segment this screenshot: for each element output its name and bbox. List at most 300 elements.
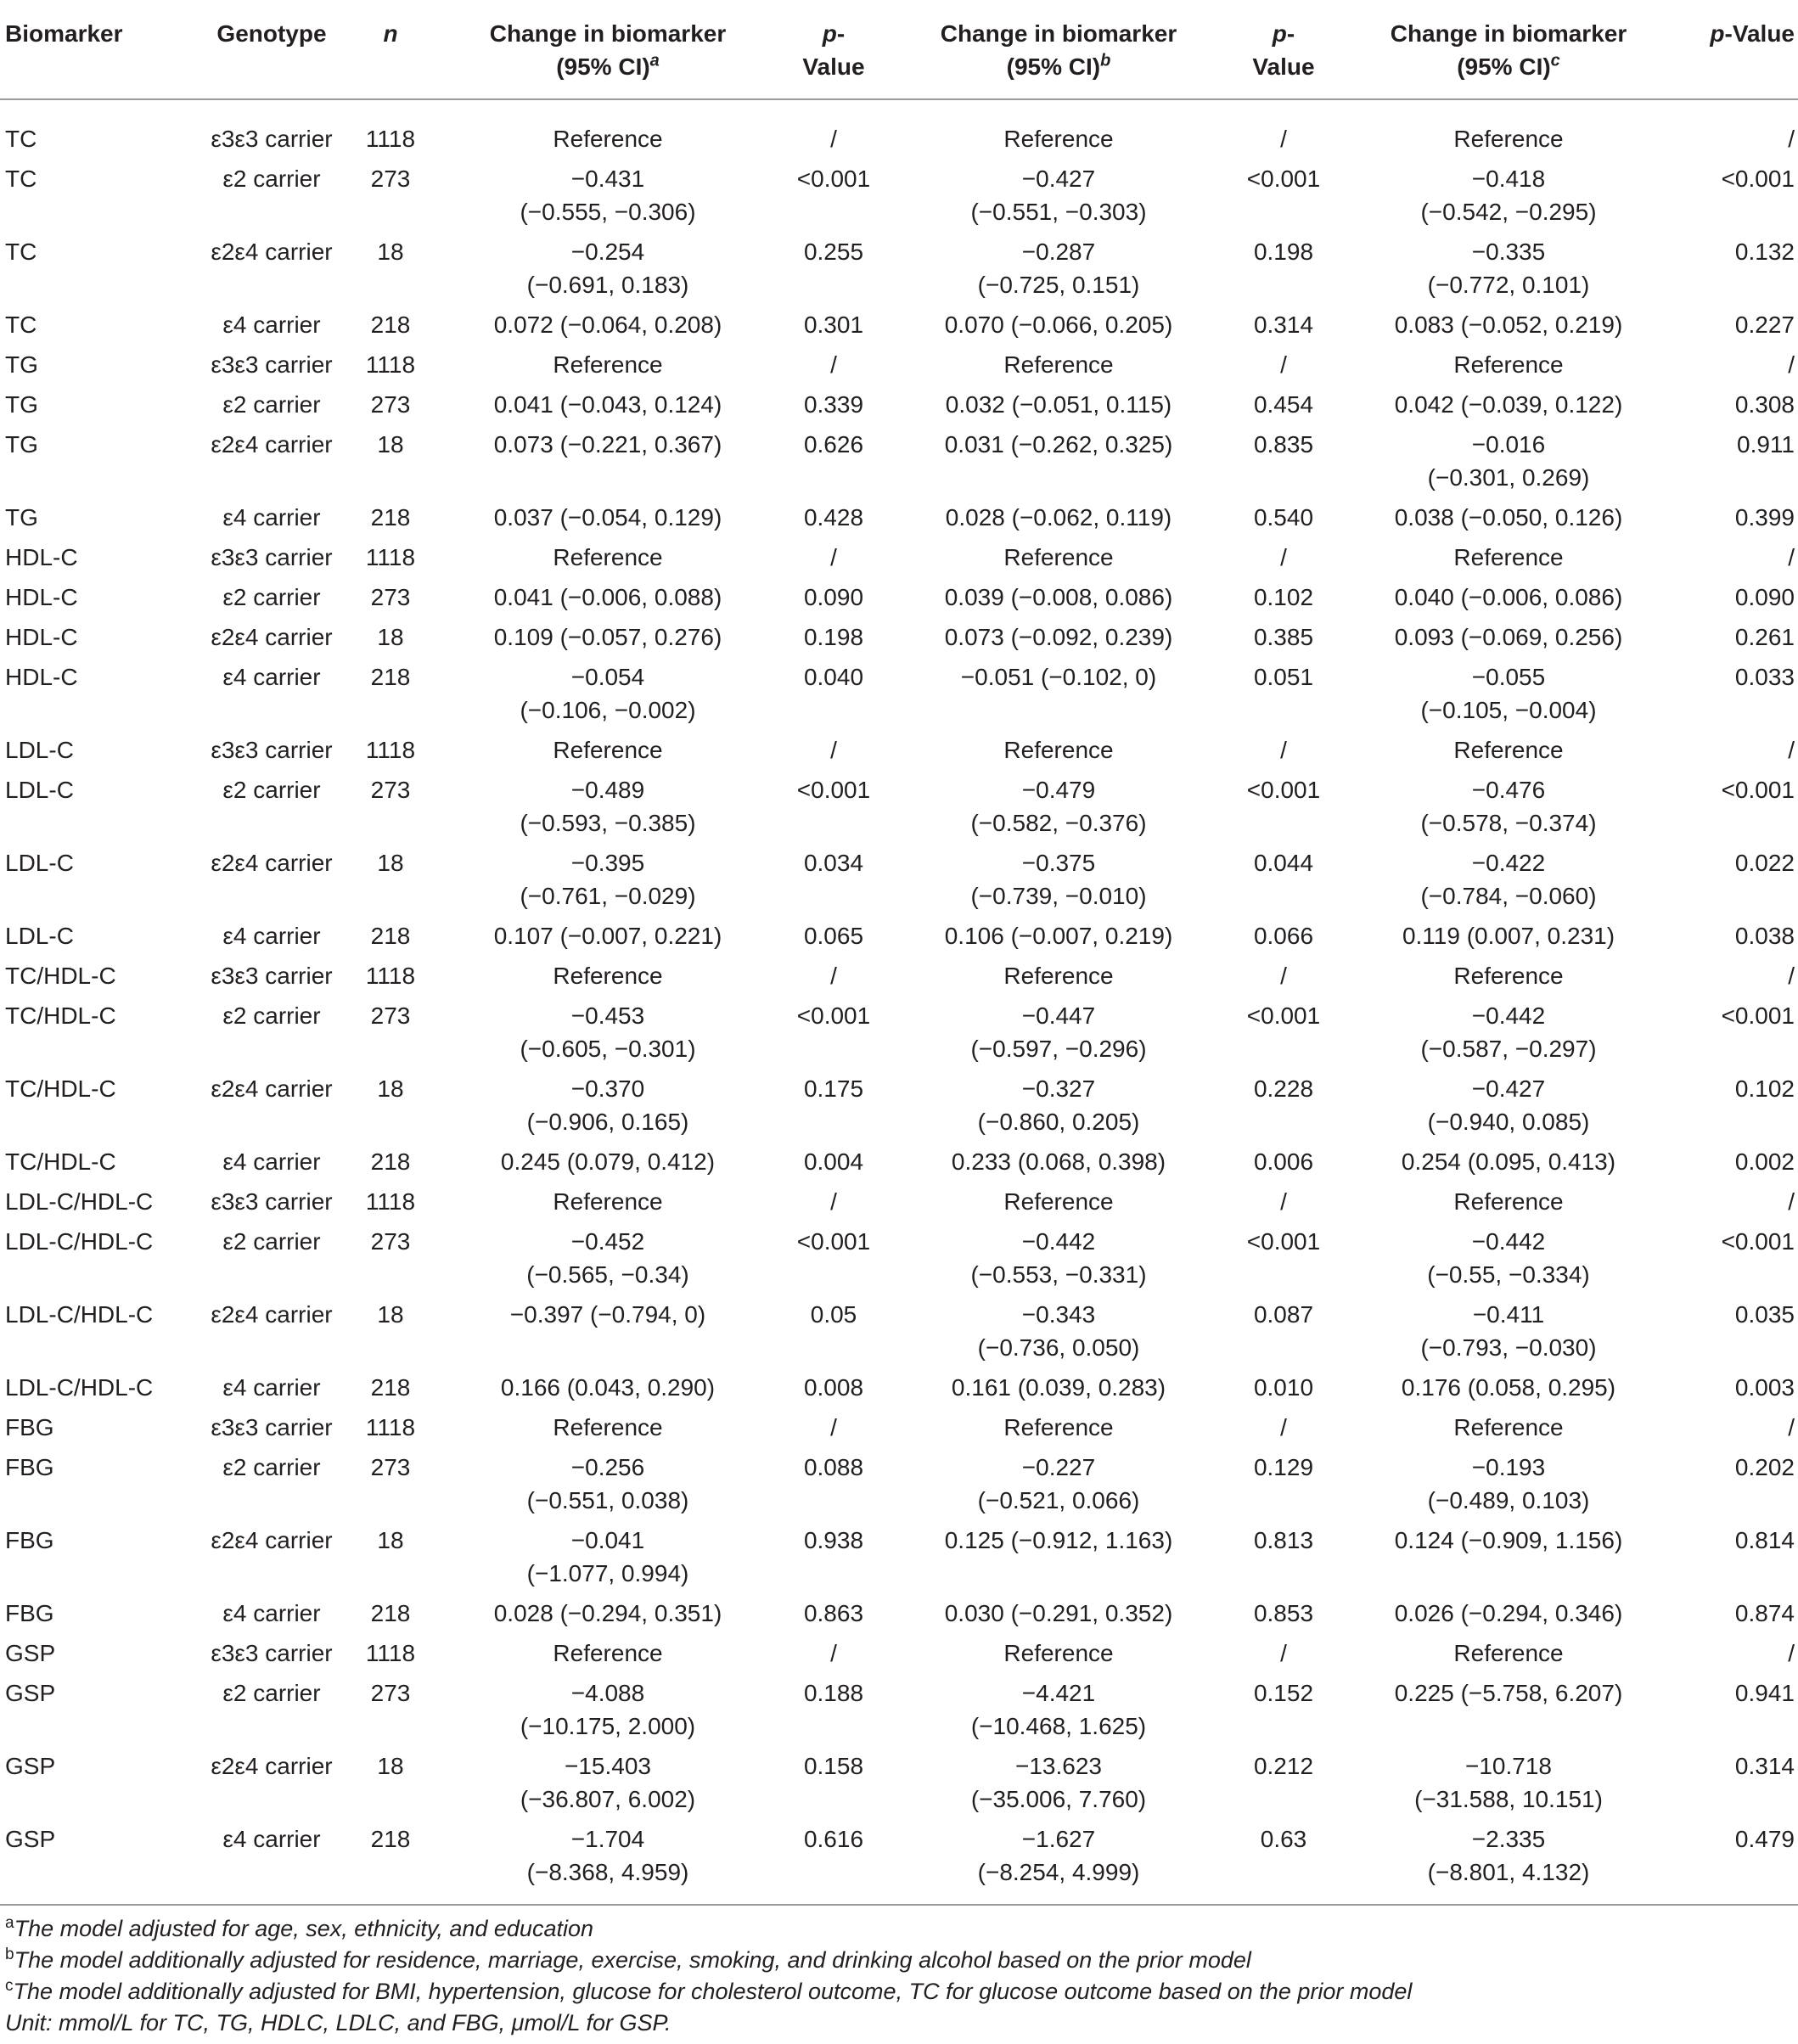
cell-pvalue-c: 0.003 bbox=[1734, 1374, 1795, 1401]
cell-pvalue-c: 0.132 bbox=[1734, 239, 1795, 265]
cell-change-b bbox=[876, 537, 1241, 577]
cell-pvalue-a: 0.05 bbox=[810, 1301, 857, 1328]
cell-genotype: ε2 carrier bbox=[222, 1454, 321, 1480]
cell-biomarker: GSP bbox=[5, 1753, 56, 1779]
cell-change-c bbox=[1326, 497, 1691, 537]
cell-genotype: ε2ε4 carrier bbox=[211, 431, 333, 458]
table-row bbox=[0, 916, 1798, 956]
cell-pvalue-c: 0.090 bbox=[1734, 584, 1795, 610]
cell-change-c bbox=[1326, 1407, 1691, 1447]
cell-change-a bbox=[424, 232, 791, 305]
cell-change-c bbox=[1326, 159, 1691, 232]
ci-line: (−10.468, 1.625) bbox=[970, 1713, 1147, 1739]
cell-change-b bbox=[876, 916, 1241, 956]
cell-biomarker: LDL-C/HDL-C bbox=[5, 1228, 154, 1255]
cell-genotype: ε2ε4 carrier bbox=[211, 239, 333, 265]
cell-pvalue-a: <0.001 bbox=[796, 777, 871, 803]
cell-pvalue-a: 0.301 bbox=[803, 312, 864, 338]
cell-pvalue-c: <0.001 bbox=[1721, 1002, 1795, 1029]
cell-pvalue-a: / bbox=[830, 1640, 837, 1666]
cell-pvalue-c: 0.022 bbox=[1734, 850, 1795, 876]
header-change-a-ci: (95% CI) bbox=[556, 53, 650, 80]
estimate-line: −0.055 bbox=[1471, 664, 1546, 690]
table-row bbox=[0, 577, 1798, 617]
cell-change-c bbox=[1326, 577, 1691, 617]
cell-biomarker: LDL-C bbox=[5, 777, 74, 803]
cell-pvalue-a: 0.090 bbox=[803, 584, 864, 610]
cell-pvalue-c: 0.227 bbox=[1734, 312, 1795, 338]
cell-change-b bbox=[876, 770, 1241, 843]
cell-pvalue-b: 0.152 bbox=[1253, 1680, 1314, 1706]
header-pvalue-c: p-Value bbox=[1691, 0, 1798, 99]
cell-genotype: ε2 carrier bbox=[222, 584, 321, 610]
table-row bbox=[0, 1673, 1798, 1746]
ci-line: (−0.739, −0.010) bbox=[970, 883, 1147, 909]
cell-change-c bbox=[1326, 1182, 1691, 1221]
cell-pvalue-a: 0.626 bbox=[803, 431, 864, 458]
estimate-line: Reference bbox=[553, 737, 663, 763]
table-row bbox=[0, 657, 1798, 730]
cell-pvalue-c: / bbox=[1788, 1640, 1795, 1666]
table-row bbox=[0, 1367, 1798, 1407]
estimate-line: −10.718 bbox=[1465, 1753, 1552, 1779]
table-row bbox=[0, 1221, 1798, 1294]
cell-genotype: ε2ε4 carrier bbox=[211, 850, 333, 876]
ci-line: (−0.542, −0.295) bbox=[1420, 199, 1597, 225]
cell-pvalue-a: 0.339 bbox=[803, 391, 864, 418]
cell-change-a bbox=[424, 345, 791, 385]
table-row bbox=[0, 617, 1798, 657]
ci-line: (−0.565, −0.34) bbox=[526, 1261, 689, 1288]
cell-biomarker: FBG bbox=[5, 1414, 54, 1440]
ci-line: (−0.582, −0.376) bbox=[970, 810, 1147, 836]
estimate-line: 0.161 (0.039, 0.283) bbox=[951, 1374, 1166, 1401]
cell-pvalue-c: / bbox=[1788, 1188, 1795, 1215]
estimate-line: 0.026 (−0.294, 0.346) bbox=[1394, 1600, 1623, 1626]
ci-line: (−0.55, −0.334) bbox=[1427, 1261, 1590, 1288]
ci-line: (−8.368, 4.959) bbox=[526, 1859, 689, 1885]
ci-line: (−0.587, −0.297) bbox=[1420, 1036, 1597, 1062]
footnote-ref-a: a bbox=[649, 51, 660, 70]
estimate-line: 0.093 (−0.069, 0.256) bbox=[1394, 624, 1623, 650]
ci-line: (−0.551, 0.038) bbox=[526, 1487, 689, 1513]
cell-change-b bbox=[876, 1069, 1241, 1142]
cell-change-a bbox=[424, 1520, 791, 1593]
cell-pvalue-a: 0.255 bbox=[803, 239, 864, 265]
ci-line: (−0.555, −0.306) bbox=[520, 199, 696, 225]
cell-change-a bbox=[424, 424, 791, 497]
cell-change-b bbox=[876, 1182, 1241, 1221]
cell-pvalue-a: / bbox=[830, 1188, 837, 1215]
cell-genotype: ε4 carrier bbox=[222, 1374, 321, 1401]
estimate-line: −4.088 bbox=[570, 1680, 645, 1706]
cell-n: 1118 bbox=[365, 1414, 416, 1440]
cell-biomarker: FBG bbox=[5, 1454, 54, 1480]
estimate-line: −0.397 (−0.794, 0) bbox=[509, 1301, 706, 1328]
ci-line: (−35.006, 7.760) bbox=[970, 1786, 1147, 1812]
estimate-line: −0.418 bbox=[1471, 166, 1546, 192]
header-change-b-ci: (95% CI) bbox=[1006, 53, 1101, 80]
estimate-line: 0.166 (0.043, 0.290) bbox=[500, 1374, 716, 1401]
footnote-ref-b: b bbox=[1100, 51, 1111, 70]
cell-change-c bbox=[1326, 1633, 1691, 1673]
cell-change-b bbox=[876, 99, 1241, 159]
header-row bbox=[0, 0, 1798, 99]
cell-pvalue-a: 0.938 bbox=[803, 1527, 864, 1553]
cell-biomarker: TC bbox=[5, 166, 37, 192]
cell-genotype: ε3ε3 carrier bbox=[211, 544, 333, 570]
cell-biomarker: TG bbox=[5, 351, 38, 378]
ci-line: (−0.906, 0.165) bbox=[526, 1109, 689, 1135]
cell-pvalue-a: / bbox=[830, 126, 837, 152]
cell-biomarker: GSP bbox=[5, 1680, 56, 1706]
footnote-b: $^b$The model additionally adjusted for residence, marriage, exercise, smoking, and drinking alcohol based on the prior model bbox=[5, 1946, 1251, 1973]
estimate-line: −0.254 bbox=[570, 239, 645, 265]
cell-change-c bbox=[1326, 345, 1691, 385]
cell-pvalue-a: 0.175 bbox=[803, 1075, 864, 1102]
estimate-line: 0.119 (0.007, 0.231) bbox=[1402, 923, 1615, 949]
estimate-line: 0.070 (−0.066, 0.205) bbox=[944, 312, 1173, 338]
cell-change-c bbox=[1326, 99, 1691, 159]
header-change-model-b bbox=[876, 0, 1241, 99]
cell-change-c bbox=[1326, 730, 1691, 770]
cell-n: 1118 bbox=[365, 351, 416, 378]
cell-genotype: ε2 carrier bbox=[222, 777, 321, 803]
cell-genotype: ε2 carrier bbox=[222, 1228, 321, 1255]
cell-pvalue-b: <0.001 bbox=[1246, 777, 1321, 803]
cell-pvalue-b: 0.540 bbox=[1253, 504, 1314, 531]
estimate-line: 0.106 (−0.007, 0.219) bbox=[944, 923, 1173, 949]
cell-change-a bbox=[424, 730, 791, 770]
cell-genotype: ε3ε3 carrier bbox=[211, 737, 333, 763]
cell-genotype: ε4 carrier bbox=[222, 1600, 321, 1626]
cell-change-b bbox=[876, 305, 1241, 345]
cell-n: 218 bbox=[370, 312, 411, 338]
cell-change-c bbox=[1326, 537, 1691, 577]
estimate-line: 0.233 (0.068, 0.398) bbox=[951, 1148, 1166, 1175]
cell-change-c bbox=[1326, 305, 1691, 345]
cell-n: 18 bbox=[377, 1527, 404, 1553]
estimate-line: Reference bbox=[1453, 963, 1564, 989]
cell-change-a bbox=[424, 1447, 791, 1520]
cell-pvalue-b: 0.129 bbox=[1253, 1454, 1314, 1480]
cell-genotype: ε2 carrier bbox=[222, 391, 321, 418]
cell-pvalue-b: 0.385 bbox=[1253, 624, 1314, 650]
cell-biomarker: TC/HDL-C bbox=[5, 963, 116, 989]
estimate-line: −0.453 bbox=[570, 1002, 645, 1029]
cell-change-a bbox=[424, 537, 791, 577]
cell-genotype: ε2ε4 carrier bbox=[211, 1301, 333, 1328]
cell-pvalue-c: 0.314 bbox=[1734, 1753, 1795, 1779]
estimate-line: 0.073 (−0.221, 0.367) bbox=[493, 431, 722, 458]
header-n: n bbox=[357, 0, 424, 99]
estimate-line: 0.083 (−0.052, 0.219) bbox=[1394, 312, 1623, 338]
cell-pvalue-b: <0.001 bbox=[1246, 1228, 1321, 1255]
cell-pvalue-a: 0.616 bbox=[791, 1819, 876, 1905]
cell-n: 18 bbox=[377, 1753, 404, 1779]
estimate-line: −0.431 bbox=[570, 166, 645, 192]
cell-pvalue-b: / bbox=[1280, 1414, 1287, 1440]
cell-change-b bbox=[876, 1447, 1241, 1520]
estimate-line: −0.427 bbox=[1021, 166, 1096, 192]
cell-biomarker: LDL-C/HDL-C bbox=[5, 1188, 154, 1215]
estimate-line: 0.032 (−0.051, 0.115) bbox=[945, 391, 1172, 418]
cell-n: 18 bbox=[377, 1075, 404, 1102]
ci-line: (−0.860, 0.205) bbox=[977, 1109, 1140, 1135]
header-change-a-label: Change in biomarker bbox=[489, 20, 727, 47]
cell-n: 1118 bbox=[365, 1188, 416, 1215]
cell-biomarker: TC bbox=[5, 239, 37, 265]
cell-genotype: ε2ε4 carrier bbox=[211, 1753, 333, 1779]
ci-line: (−0.106, −0.002) bbox=[520, 697, 696, 723]
estimate-line: Reference bbox=[1453, 1640, 1564, 1666]
cell-change-b bbox=[876, 730, 1241, 770]
estimate-line: Reference bbox=[1453, 1188, 1564, 1215]
estimate-line: Reference bbox=[553, 1414, 663, 1440]
ci-line: (−0.551, −0.303) bbox=[970, 199, 1147, 225]
cell-genotype: ε4 carrier bbox=[222, 1148, 321, 1175]
cell-n: 18 bbox=[377, 850, 404, 876]
cell-pvalue-c: 0.479 bbox=[1691, 1819, 1798, 1905]
cell-change-c bbox=[1326, 1746, 1691, 1819]
header-change-c-label: Change in biomarker bbox=[1390, 20, 1627, 47]
cell-change-c bbox=[1326, 1069, 1691, 1142]
cell-pvalue-b: 0.087 bbox=[1253, 1301, 1314, 1328]
cell-change-b bbox=[876, 1673, 1241, 1746]
cell-n: 18 bbox=[377, 239, 404, 265]
cell-change-c bbox=[1326, 843, 1691, 916]
cell-pvalue-b: 0.835 bbox=[1253, 431, 1314, 458]
estimate-line: Reference bbox=[1003, 1414, 1114, 1440]
estimate-line: −2.335 bbox=[1471, 1826, 1546, 1852]
estimate-line: −0.227 bbox=[1021, 1454, 1096, 1480]
estimate-line: −0.479 bbox=[1021, 777, 1096, 803]
estimate-line: Reference bbox=[1003, 1640, 1114, 1666]
estimate-line: −1.704 bbox=[570, 1826, 645, 1852]
estimate-line: Reference bbox=[553, 544, 663, 570]
cell-biomarker: LDL-C bbox=[5, 923, 74, 949]
cell-pvalue-c: / bbox=[1788, 351, 1795, 378]
cell-genotype: ε3ε3 carrier bbox=[211, 351, 333, 378]
cell-genotype: ε3ε3 carrier bbox=[211, 126, 333, 152]
cell-biomarker: GSP bbox=[0, 1819, 187, 1905]
cell-change-c bbox=[1326, 424, 1691, 497]
ci-line: (−0.521, 0.066) bbox=[977, 1487, 1140, 1513]
cell-n: 218 bbox=[370, 664, 411, 690]
table-row bbox=[0, 424, 1798, 497]
cell-change-c bbox=[1326, 232, 1691, 305]
ci-line: (−0.578, −0.374) bbox=[1420, 810, 1597, 836]
cell-biomarker: TG bbox=[5, 431, 38, 458]
cell-change-a bbox=[424, 1221, 791, 1294]
cell-change-b bbox=[876, 1221, 1241, 1294]
cell-genotype: ε4 carrier bbox=[222, 664, 321, 690]
cell-biomarker: FBG bbox=[5, 1527, 54, 1553]
ci-line: (−0.593, −0.385) bbox=[520, 810, 696, 836]
cell-n: 273 bbox=[370, 1002, 411, 1029]
cell-biomarker: TC/HDL-C bbox=[5, 1002, 116, 1029]
cell-n: 273 bbox=[370, 1454, 411, 1480]
cell-n: 273 bbox=[370, 1228, 411, 1255]
cell-n: 1118 bbox=[365, 737, 416, 763]
cell-change-a bbox=[424, 1819, 791, 1905]
cell-change-a bbox=[424, 657, 791, 730]
cell-pvalue-b: / bbox=[1280, 1188, 1287, 1215]
cell-change-a bbox=[424, 1746, 791, 1819]
cell-change-a bbox=[424, 1593, 791, 1633]
cell-biomarker: LDL-C/HDL-C bbox=[5, 1374, 154, 1401]
estimate-line: 0.245 (0.079, 0.412) bbox=[500, 1148, 716, 1175]
cell-pvalue-b: 0.044 bbox=[1253, 850, 1314, 876]
cell-n: 273 bbox=[370, 584, 411, 610]
cell-genotype: ε2 carrier bbox=[222, 1002, 321, 1029]
cell-n: 1118 bbox=[365, 1640, 416, 1666]
cell-change-c bbox=[1326, 617, 1691, 657]
cell-pvalue-c: / bbox=[1788, 963, 1795, 989]
ci-line: (−0.793, −0.030) bbox=[1420, 1334, 1597, 1361]
estimate-line: 0.041 (−0.043, 0.124) bbox=[493, 391, 722, 418]
ci-line: (−0.691, 0.183) bbox=[526, 272, 689, 298]
table-row bbox=[0, 770, 1798, 843]
cell-change-c bbox=[1326, 1447, 1691, 1520]
cell-change-b bbox=[876, 843, 1241, 916]
cell-change-c bbox=[1326, 1819, 1691, 1905]
cell-pvalue-b: 0.63 bbox=[1241, 1819, 1326, 1905]
cell-change-b bbox=[876, 1367, 1241, 1407]
cell-n: 273 bbox=[370, 166, 411, 192]
cell-pvalue-c: / bbox=[1788, 544, 1795, 570]
table-row bbox=[0, 1447, 1798, 1520]
table-row bbox=[0, 1069, 1798, 1142]
cell-pvalue-b: 0.212 bbox=[1253, 1753, 1314, 1779]
cell-pvalue-b: 0.228 bbox=[1253, 1075, 1314, 1102]
table-row bbox=[0, 843, 1798, 916]
ci-line: (−8.254, 4.999) bbox=[977, 1859, 1140, 1885]
cell-pvalue-a: 0.158 bbox=[803, 1753, 864, 1779]
cell-change-b bbox=[876, 1520, 1241, 1593]
cell-genotype: ε2ε4 carrier bbox=[211, 1075, 333, 1102]
cell-genotype: ε2 carrier bbox=[222, 166, 321, 192]
ci-line: (−0.772, 0.101) bbox=[1427, 272, 1590, 298]
ci-line: (−10.175, 2.000) bbox=[520, 1713, 696, 1739]
table-row bbox=[0, 1746, 1798, 1819]
cell-change-a bbox=[424, 770, 791, 843]
cell-n: 18 bbox=[377, 431, 404, 458]
cell-change-c bbox=[1326, 956, 1691, 996]
cell-pvalue-a: 0.008 bbox=[803, 1374, 864, 1401]
cell-change-b bbox=[876, 232, 1241, 305]
cell-change-a bbox=[424, 916, 791, 956]
ci-line: (−0.940, 0.085) bbox=[1427, 1109, 1590, 1135]
estimate-line: Reference bbox=[1453, 1414, 1564, 1440]
estimate-line: 0.039 (−0.008, 0.086) bbox=[944, 584, 1173, 610]
cell-change-c bbox=[1326, 1142, 1691, 1182]
cell-change-a bbox=[424, 385, 791, 424]
cell-pvalue-a: / bbox=[830, 351, 837, 378]
header-change-model-c bbox=[1326, 0, 1691, 99]
cell-change-a bbox=[424, 305, 791, 345]
table-row bbox=[0, 1142, 1798, 1182]
cell-biomarker: HDL-C bbox=[5, 584, 78, 610]
table-row bbox=[0, 1520, 1798, 1593]
cell-change-c bbox=[1326, 770, 1691, 843]
cell-genotype: ε2 carrier bbox=[222, 1680, 321, 1706]
estimate-line: −0.411 bbox=[1472, 1301, 1545, 1328]
estimate-line: 0.176 (0.058, 0.295) bbox=[1401, 1374, 1616, 1401]
table-row bbox=[0, 537, 1798, 577]
estimate-line: 0.073 (−0.092, 0.239) bbox=[944, 624, 1173, 650]
cell-change-b bbox=[876, 617, 1241, 657]
cell-pvalue-c: 0.261 bbox=[1734, 624, 1795, 650]
cell-pvalue-c: <0.001 bbox=[1721, 166, 1795, 192]
estimate-line: Reference bbox=[553, 351, 663, 378]
ci-line: (−8.801, 4.132) bbox=[1427, 1859, 1590, 1885]
estimate-line: −0.375 bbox=[1021, 850, 1096, 876]
cell-change-a bbox=[424, 956, 791, 996]
cell-biomarker: TC bbox=[5, 312, 37, 338]
table-row bbox=[0, 1182, 1798, 1221]
ci-line: (−0.605, −0.301) bbox=[520, 1036, 696, 1062]
header-biomarker: Biomarker bbox=[0, 0, 187, 99]
estimate-line: Reference bbox=[553, 963, 663, 989]
cell-biomarker: FBG bbox=[5, 1600, 54, 1626]
table-row bbox=[0, 497, 1798, 537]
estimate-line: −13.623 bbox=[1015, 1753, 1102, 1779]
cell-pvalue-b: / bbox=[1280, 351, 1287, 378]
cell-change-b bbox=[876, 1633, 1241, 1673]
cell-change-a bbox=[424, 843, 791, 916]
cell-change-a bbox=[424, 159, 791, 232]
table-row bbox=[0, 1633, 1798, 1673]
cell-pvalue-a: <0.001 bbox=[796, 1228, 871, 1255]
cell-n: 1118 bbox=[365, 544, 416, 570]
estimate-line: −0.489 bbox=[570, 777, 645, 803]
cell-n: 218 bbox=[370, 1374, 411, 1401]
table-row bbox=[0, 1819, 1798, 1905]
cell-pvalue-c: 0.002 bbox=[1734, 1148, 1795, 1175]
cell-pvalue-a: 0.040 bbox=[803, 664, 864, 690]
cell-pvalue-a: 0.198 bbox=[803, 624, 864, 650]
estimate-line: 0.037 (−0.054, 0.129) bbox=[493, 504, 722, 531]
estimate-line: Reference bbox=[1003, 1188, 1114, 1215]
cell-pvalue-b: 0.314 bbox=[1253, 312, 1314, 338]
cell-change-c bbox=[1326, 1221, 1691, 1294]
estimate-line: Reference bbox=[553, 1640, 663, 1666]
cell-n: 273 bbox=[370, 777, 411, 803]
cell-pvalue-b: / bbox=[1280, 737, 1287, 763]
table-row bbox=[0, 232, 1798, 305]
cell-pvalue-c: 0.033 bbox=[1734, 664, 1795, 690]
table-row bbox=[0, 956, 1798, 996]
table-row bbox=[0, 99, 1798, 159]
cell-pvalue-a: / bbox=[830, 963, 837, 989]
cell-change-a bbox=[424, 99, 791, 159]
estimate-line: −0.476 bbox=[1471, 777, 1546, 803]
cell-biomarker: HDL-C bbox=[5, 544, 78, 570]
table-row bbox=[0, 996, 1798, 1069]
cell-change-c bbox=[1326, 1673, 1691, 1746]
cell-change-a bbox=[424, 577, 791, 617]
cell-change-c bbox=[1326, 916, 1691, 956]
estimate-line: −0.335 bbox=[1471, 239, 1546, 265]
cell-genotype: ε2ε4 carrier bbox=[211, 1527, 333, 1553]
ci-line: (−31.588, 10.151) bbox=[1414, 1786, 1603, 1812]
cell-biomarker: HDL-C bbox=[5, 624, 78, 650]
cell-biomarker: GSP bbox=[5, 1640, 56, 1666]
cell-change-b bbox=[876, 1746, 1241, 1819]
cell-pvalue-c: 0.308 bbox=[1734, 391, 1795, 418]
estimate-line: −0.442 bbox=[1471, 1002, 1546, 1029]
